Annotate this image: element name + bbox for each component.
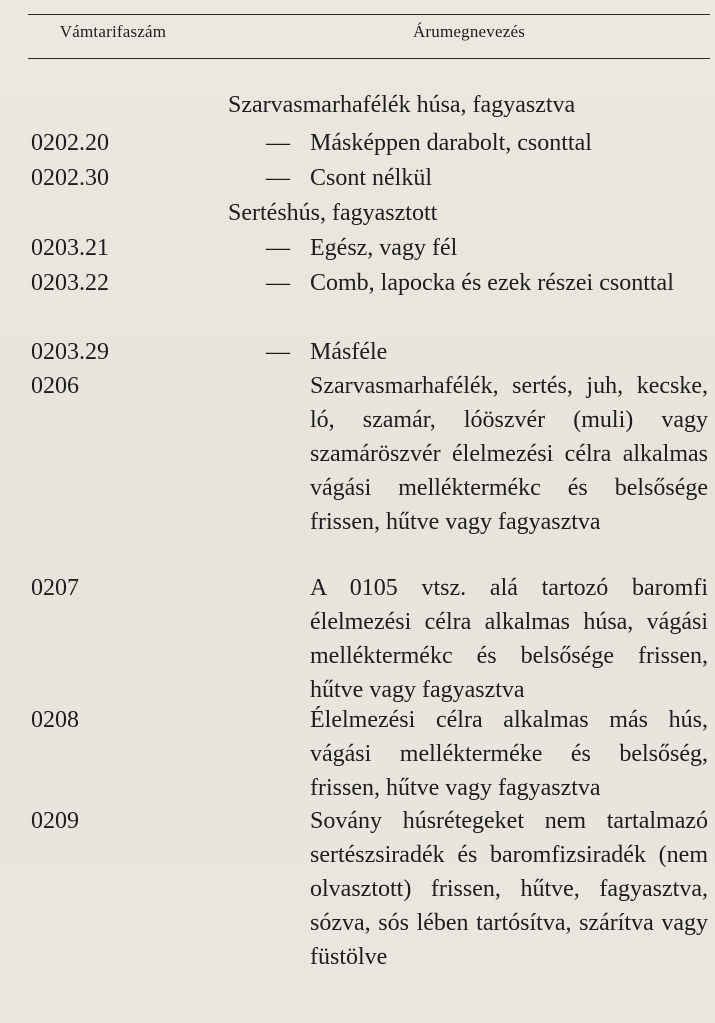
sub-item-dash: — [266, 165, 290, 191]
tariff-code: 0207 [31, 575, 79, 601]
tariff-code: 0206 [31, 373, 79, 399]
sub-item-dash: — [266, 130, 290, 156]
tariff-description: Szarvasmarhafélék, sertés, juh, kecske, ló, szamár, lóöszvér (muli) vagy szamáröszvér élelmezési célra alkalmas vágási melléktermékc és belsősége frissen, hűtve vagy fagyasztva [310, 373, 708, 535]
group-description: Sertéshús, fagyasztott [228, 200, 438, 226]
sub-item-dash: — [266, 270, 290, 296]
tariff-code: 0208 [31, 707, 79, 733]
sub-item-dash: — [266, 235, 290, 261]
tariff-description: Másféle [310, 339, 388, 365]
tariff-description: Comb, lapocka és ezek részei csonttal [310, 270, 674, 296]
sub-item-dash: — [266, 339, 290, 365]
tariff-code: 0202.30 [31, 165, 109, 191]
tariff-description: Sovány húsrétegeket nem tartalmazó sertészsiradék és baromfizsiradék (nem olvasztott) frissen, hűtve, fagyasztva, sózva, sós lében tartósítva, szárítva vagy füstölve [310, 808, 708, 970]
group-description: Szarvasmarhafélék húsa, fagyasztva [228, 92, 576, 118]
tariff-code: 0203.29 [31, 339, 109, 365]
tariff-code: 0202.20 [31, 130, 109, 156]
column-header-description: Árumegnevezés [412, 22, 526, 41]
tariff-description: A 0105 vtsz. alá tartozó baromfi élelmezési célra alkalmas húsa, vágási melléktermékc és belsősége frissen, hűtve vagy fagyasztva [310, 575, 708, 703]
tariff-code: 0203.22 [31, 270, 109, 296]
tariff-description: Egész, vagy fél [310, 235, 458, 261]
tariff-code: 0203.21 [31, 235, 109, 261]
tariff-description: Élelmezési célra alkalmas más hús, vágási mellékterméke és belsőség, frissen, hűtve vagy fagyasztva [310, 707, 708, 801]
tariff-description: Másképpen darabolt, csonttal [310, 130, 592, 156]
tariff-description: Csont nélkül [310, 165, 433, 191]
tariff-code: 0209 [31, 808, 79, 834]
column-header-code: Vámtarifaszám [59, 22, 167, 41]
